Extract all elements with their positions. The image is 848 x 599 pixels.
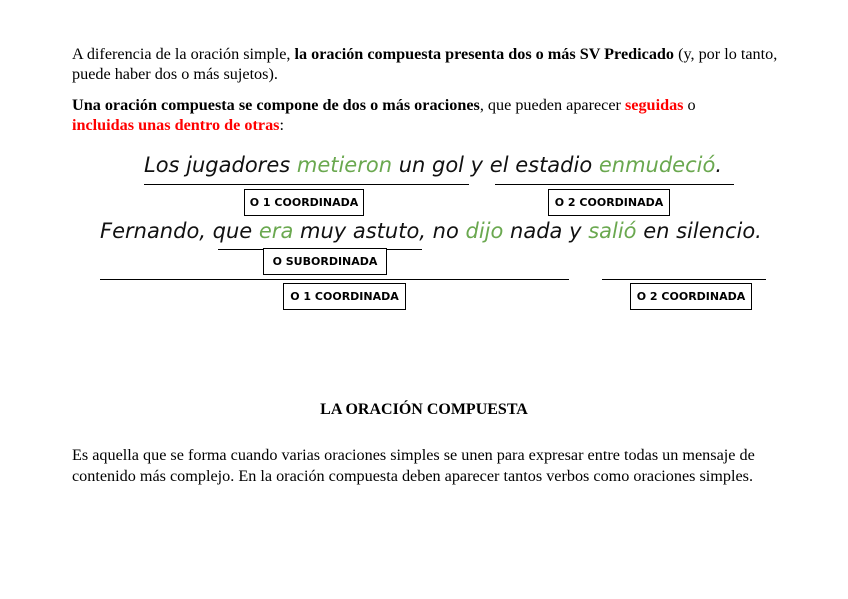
verb-enmudecio: enmudeció <box>598 153 716 177</box>
section-body: Es aquella que se forma cuando varias oraciones simples se unen para expresar entre todas un mensaje de contenido más complejo. En la oración compuesta deben aparecer tantos verbos como oraciones simples. <box>72 446 755 485</box>
intro2-text: , que pueden aparecer <box>479 96 625 114</box>
example-sentence-1 <box>144 153 722 177</box>
sentence-text: Los jugadores <box>144 153 297 177</box>
intro-bold-text: la oración compuesta presenta dos o más SV Predicado <box>294 45 675 63</box>
intro-paragraph-1 <box>72 44 782 84</box>
intro2-o: o <box>683 96 696 114</box>
sentence-text: un gol y el estadio <box>392 153 599 177</box>
intro-text: A diferencia de la oración simple, <box>72 45 295 63</box>
verb-salio: salió <box>588 219 637 243</box>
underline-clause-2 <box>495 184 734 185</box>
highlight-seguidas: seguidas <box>624 96 684 114</box>
label-coordinada-2: O 2 COORDINADA <box>548 189 670 216</box>
verb-era: era <box>258 219 294 243</box>
example-sentence-2 <box>100 219 762 243</box>
verb-dijo: dijo <box>465 219 504 243</box>
label-coordinada-1b: O 1 COORDINADA <box>283 283 406 310</box>
underline-main-clause-1 <box>100 279 569 280</box>
sentence-text: nada y <box>503 219 589 243</box>
intro-paragraph-2 <box>72 95 782 135</box>
label-coordinada-2b: O 2 COORDINADA <box>630 283 752 310</box>
sentence-text: muy astuto, no <box>293 219 466 243</box>
intro2-bold-text: Una oración compuesta se compone de dos o más oraciones <box>72 96 480 114</box>
underline-clause-1 <box>144 184 469 185</box>
section-title: LA ORACIÓN COMPUESTA <box>320 401 528 418</box>
verb-metieron: metieron <box>296 153 393 177</box>
intro2-colon: : <box>279 116 284 134</box>
underline-main-clause-2 <box>602 279 766 280</box>
intro-text-end: (y, por lo tanto, puede haber dos o más sujetos). <box>72 45 778 83</box>
highlight-incluidas: incluidas unas dentro de otras <box>72 116 280 134</box>
sentence-text: en silencio. <box>636 219 762 243</box>
sentence-text: Fernando, que <box>100 219 259 243</box>
label-subordinada: O SUBORDINADA <box>263 248 387 275</box>
label-coordinada-1: O 1 COORDINADA <box>244 189 364 216</box>
sentence-text: . <box>715 153 723 177</box>
